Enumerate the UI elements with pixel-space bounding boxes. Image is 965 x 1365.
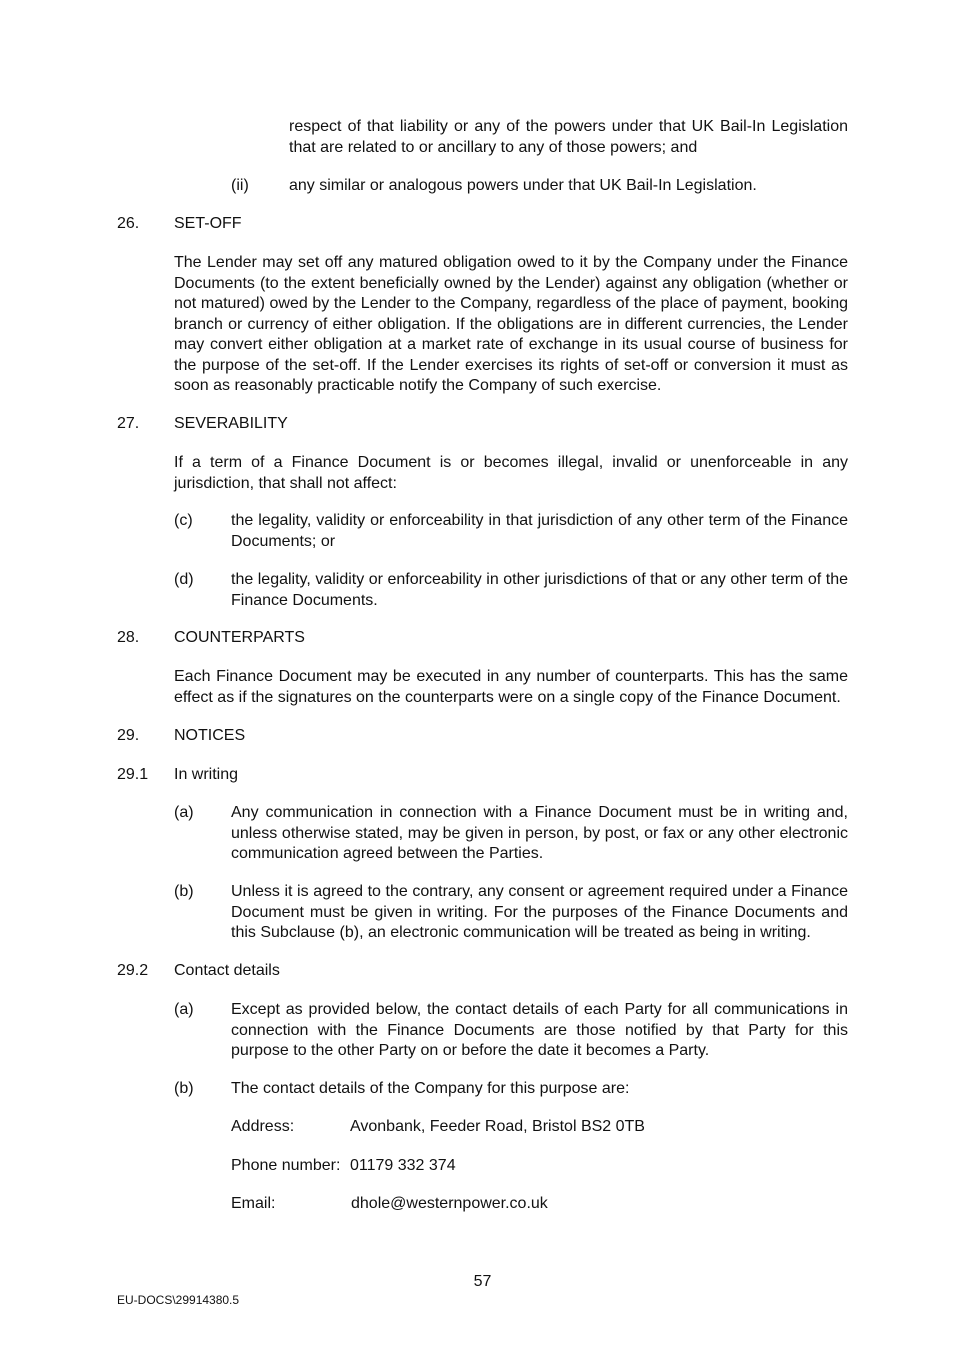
section-27-body: If a term of a Finance Document is or becomes illegal, invalid or unenforceable in any jurisdiction, that shall not affect: bbox=[174, 454, 848, 492]
subsection-29-1-title: In writing bbox=[174, 766, 239, 783]
item-label-a: (a) bbox=[174, 804, 194, 821]
intro-continuation-text: respect of that liability or any of the powers under that UK Bail-In Legislation that are related to or ancillary to any of those powers; and bbox=[289, 118, 848, 156]
document-reference: EU-DOCS\29914380.5 bbox=[117, 1293, 240, 1307]
email-value[interactable]: dhole@westernpower.co.uk bbox=[351, 1195, 548, 1212]
section-28-number: 28. bbox=[117, 629, 140, 646]
item-label-d: (d) bbox=[174, 571, 194, 588]
item-label-ii: (ii) bbox=[231, 177, 249, 194]
address-value: Avonbank, Feeder Road, Bristol BS2 0TB bbox=[350, 1118, 645, 1135]
section-29-number: 29. bbox=[117, 727, 140, 744]
item-a-text: Except as provided below, the contact details of each Party for all communications in connection with the Finance Documents are those notified by that Party for this purpose to the other Party on or before the date it becomes a Party. bbox=[231, 1001, 848, 1059]
page-number: 57 bbox=[473, 1273, 492, 1290]
item-label-a: (a) bbox=[174, 1001, 194, 1018]
section-26-number: 26. bbox=[117, 215, 140, 232]
section-26-title: SET-OFF bbox=[174, 215, 242, 232]
item-b-text: The contact details of the Company for this purpose are: bbox=[231, 1080, 630, 1097]
phone-value: 01179 332 374 bbox=[350, 1157, 456, 1174]
item-label-b: (b) bbox=[174, 1080, 194, 1097]
email-label: Email: bbox=[231, 1195, 276, 1212]
item-d-text: the legality, validity or enforceability in other jurisdictions of that or any other term of the Finance Documents. bbox=[231, 571, 848, 609]
item-ii-text: any similar or analogous powers under that UK Bail-In Legislation. bbox=[289, 177, 757, 194]
subsection-29-2-number: 29.2 bbox=[117, 962, 149, 979]
address-label: Address: bbox=[231, 1118, 295, 1135]
section-28-title: COUNTERPARTS bbox=[174, 629, 305, 646]
section-29-title: NOTICES bbox=[174, 727, 246, 744]
section-27-title: SEVERABILITY bbox=[174, 415, 288, 432]
phone-label: Phone number: bbox=[231, 1157, 341, 1174]
subsection-29-2-title: Contact details bbox=[174, 962, 280, 979]
item-label-b: (b) bbox=[174, 883, 194, 900]
section-26-body: The Lender may set off any matured obligation owed to it by the Company under the Finance Documents (to the extent beneficially owned by the Lender) against any obligation (whether or not matured) owed by the Lender to the Company, regardless of the place of payment, booking branch or currency of either obligation. If the obligations are in different currencies, the Lender may convert either obligation at a market rate of exchange in its usual course of business for the purpose of the set-off. If the Lender exercises its rights of set-off or conversion it must as soon as reasonably practicable notify the Company of such exercise. bbox=[174, 254, 848, 394]
item-label-c: (c) bbox=[174, 512, 193, 529]
item-a-text: Any communication in connection with a Finance Document must be in writing and, unless otherwise stated, may be given in person, by post, or fax or any other electronic communication agreed between the Parties. bbox=[231, 804, 848, 862]
section-27-number: 27. bbox=[117, 415, 140, 432]
subsection-29-1-number: 29.1 bbox=[117, 766, 149, 783]
item-c-text: the legality, validity or enforceability in that jurisdiction of any other term of the Finance Documents; or bbox=[231, 512, 848, 550]
section-28-body: Each Finance Document may be executed in any number of counterparts. This has the same effect as if the signatures on the counterparts were on a single copy of the Finance Document. bbox=[174, 668, 848, 706]
item-b-text: Unless it is agreed to the contrary, any consent or agreement required under a Finance Document must be given in writing. For the purposes of the Finance Documents and this Subclause (b), an electronic communication will be treated as being in writing. bbox=[231, 883, 848, 941]
